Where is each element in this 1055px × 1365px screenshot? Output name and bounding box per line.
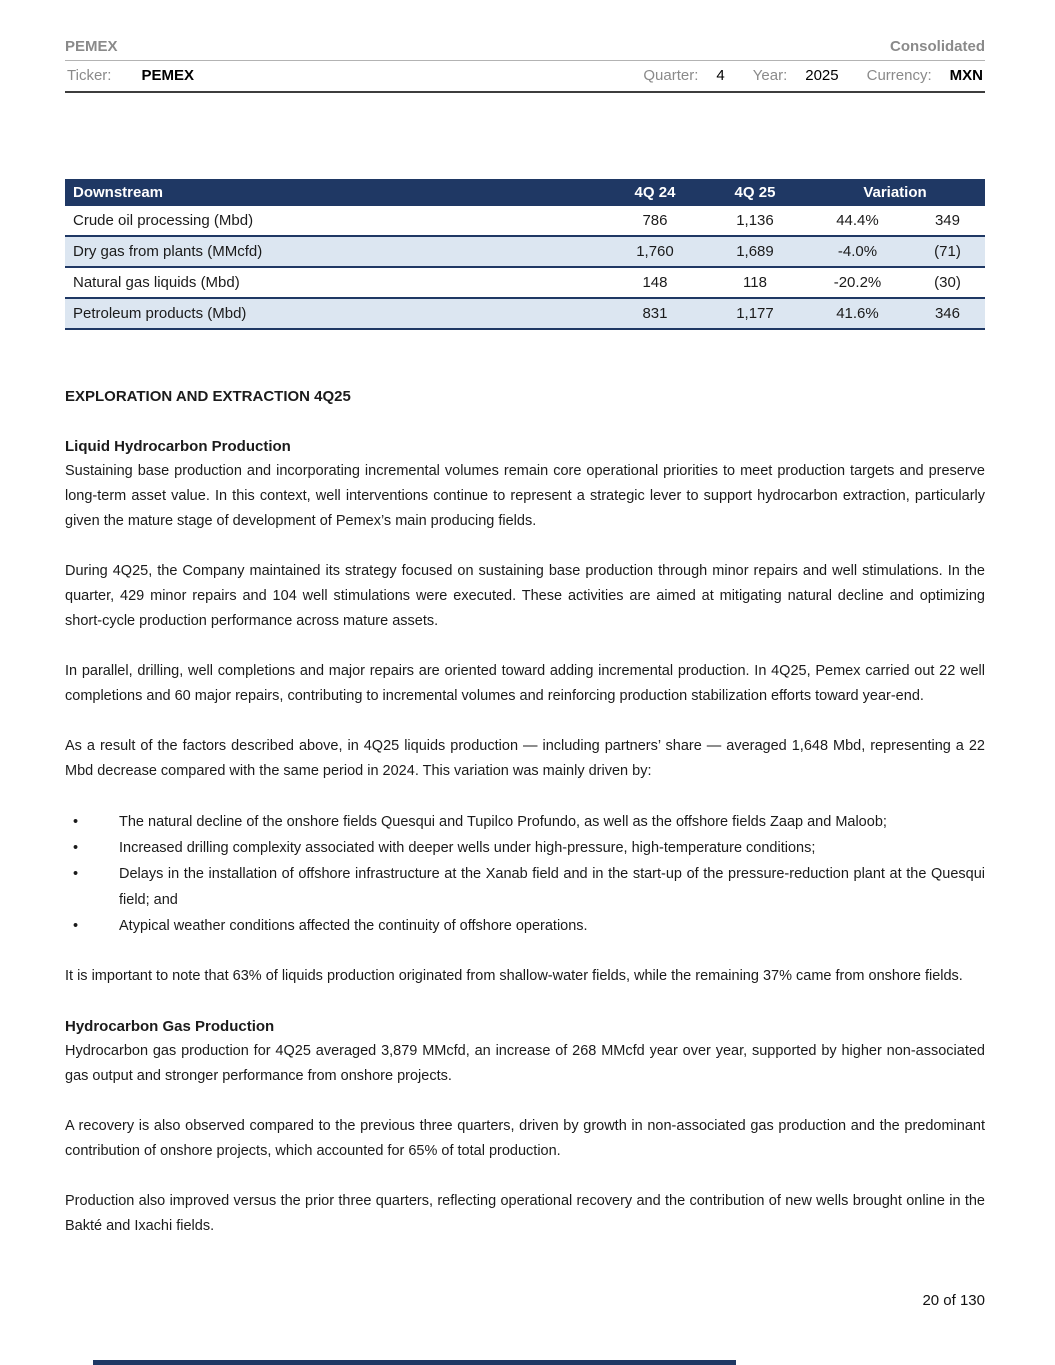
list-item <box>65 809 985 835</box>
paragraph: Hydrocarbon gas production for 4Q25 averaged 3,879 MMcfd, an increase of 268 MMcfd year over year, supported by higher non-associated gas output and stronger performance from onshore projects. <box>65 1043 985 1084</box>
page-number: 20 of 130 <box>922 1292 985 1309</box>
paragraph: It is important to note that 63% of liquids production originated from shallow-water fields, while the remaining 37% came from onshore fields. <box>65 968 963 984</box>
row-value-4q24: 1,760 <box>636 243 674 260</box>
quarter-value: 4 <box>716 67 725 84</box>
row-value-4q24: 786 <box>642 212 668 229</box>
paragraph: Sustaining base production and incorporating incremental volumes remain core operational priorities to meet production targets and preserve long-term asset value. In this context, well interventions continue to represent a strategic lever to support hydrocarbon extraction, particularly given the mature stage of development of Pemex’s main producing fields. <box>65 463 985 529</box>
row-variation-abs: (71) <box>934 243 961 260</box>
year-label: Year: <box>752 67 788 84</box>
currency-label: Currency: <box>866 67 932 84</box>
report-scope: Consolidated <box>889 38 985 55</box>
row-label: Dry gas from plants (MMcfd) <box>73 243 263 260</box>
row-label: Natural gas liquids (Mbd) <box>73 274 240 291</box>
year-value: 2025 <box>805 67 839 84</box>
row-value-4q25: 118 <box>743 274 767 291</box>
list-item <box>65 835 985 861</box>
bullet-marker: • <box>73 840 79 856</box>
next-page-table-edge <box>93 1360 736 1365</box>
row-variation-pct: 44.4% <box>836 212 879 229</box>
quarter-label: Quarter: <box>643 67 699 84</box>
liquid-hydrocarbon-section <box>65 434 985 989</box>
currency-pair <box>867 67 983 84</box>
paragraph: In parallel, drilling, well completions and major repairs are oriented toward adding incremental production. In 4Q25, Pemex carried out 22 well completions and 60 major repairs, contributing to incremental volumes and reinforcing production stabilization efforts toward year-end. <box>65 663 985 704</box>
ticker-row <box>65 61 985 91</box>
list-item <box>65 913 985 939</box>
paragraph: Production also improved versus the prior three quarters, reflecting operational recovery and the contribution of new wells brought online in the Bakté and Ixachi fields. <box>65 1193 985 1234</box>
row-variation-abs: 349 <box>934 212 960 229</box>
downstream-table <box>65 179 985 330</box>
subsection-heading-liquid: Liquid Hydrocarbon Production <box>65 438 291 455</box>
row-value-4q24: 831 <box>642 305 668 322</box>
table-title: Downstream <box>65 179 605 206</box>
brand-row <box>65 38 985 55</box>
bullet-marker: • <box>73 814 79 830</box>
row-variation-abs: 346 <box>934 305 960 322</box>
column-header-variation: Variation <box>805 179 985 206</box>
table-row <box>65 206 985 236</box>
bullet-text: The natural decline of the onshore fields Quesqui and Tupilco Profundo, as well as the offshore fields Zaap and Maloob; <box>119 814 887 830</box>
row-variation-pct: -20.2% <box>833 274 882 291</box>
table-header-row <box>65 179 985 206</box>
row-value-4q25: 1,689 <box>736 243 774 260</box>
section-heading-exploration: EXPLORATION AND EXTRACTION 4Q25 <box>65 388 351 405</box>
row-label: Petroleum products (Mbd) <box>73 305 247 322</box>
column-header-4q24: 4Q 24 <box>605 179 705 206</box>
ticker-label: Ticker: <box>67 67 112 84</box>
row-variation-pct: -4.0% <box>837 243 878 260</box>
driver-bullet-list <box>65 809 985 939</box>
table-row <box>65 298 985 329</box>
ticker-pair <box>67 67 194 84</box>
company-name: PEMEX <box>65 38 118 55</box>
row-value-4q25: 1,136 <box>736 212 774 229</box>
paragraph: A recovery is also observed compared to the previous three quarters, driven by growth in non-associated gas production and the predominant contribution of onshore projects, which accounted for 65% of total production. <box>65 1118 985 1159</box>
currency-value: MXN <box>949 67 983 84</box>
report-meta-group <box>615 67 983 84</box>
year-pair <box>753 67 839 84</box>
column-header-4q25: 4Q 25 <box>705 179 805 206</box>
list-item <box>65 861 985 913</box>
subsection-heading-gas: Hydrocarbon Gas Production <box>65 1018 275 1035</box>
bullet-text: Delays in the installation of offshore infrastructure at the Xanab field and in the start-up of the pressure-reduction plant at the Quesqui field; and <box>119 866 985 908</box>
header-divider-bottom <box>65 91 985 93</box>
bullet-marker: • <box>73 866 79 882</box>
paragraph: As a result of the factors described above, in 4Q25 liquids production — including partners’ share — averaged 1,648 Mbd, representing a 22 Mbd decrease compared with the same period in 2024. This variation was mainly driven by: <box>65 738 985 779</box>
paragraph: During 4Q25, the Company maintained its strategy focused on sustaining base production through minor repairs and well stimulations. In the quarter, 429 minor repairs and 104 well stimulations were executed. These activities are aimed at mitigating natural decline and optimizing short-cycle production performance across mature assets. <box>65 563 985 629</box>
bullet-text: Increased drilling complexity associated with deeper wells under high-pressure, high-temperature conditions; <box>119 840 816 856</box>
row-value-4q24: 148 <box>642 274 668 291</box>
hydrocarbon-gas-section <box>65 1014 985 1239</box>
bullet-text: Atypical weather conditions affected the continuity of offshore operations. <box>119 918 588 934</box>
table-row <box>65 267 985 298</box>
quarter-pair <box>643 67 724 84</box>
row-variation-pct: 41.6% <box>836 305 879 322</box>
row-label: Crude oil processing (Mbd) <box>73 212 254 229</box>
row-value-4q25: 1,177 <box>736 305 774 322</box>
table-row <box>65 236 985 267</box>
ticker-value: PEMEX <box>141 67 194 84</box>
bullet-marker: • <box>73 918 79 934</box>
row-variation-abs: (30) <box>934 274 961 291</box>
